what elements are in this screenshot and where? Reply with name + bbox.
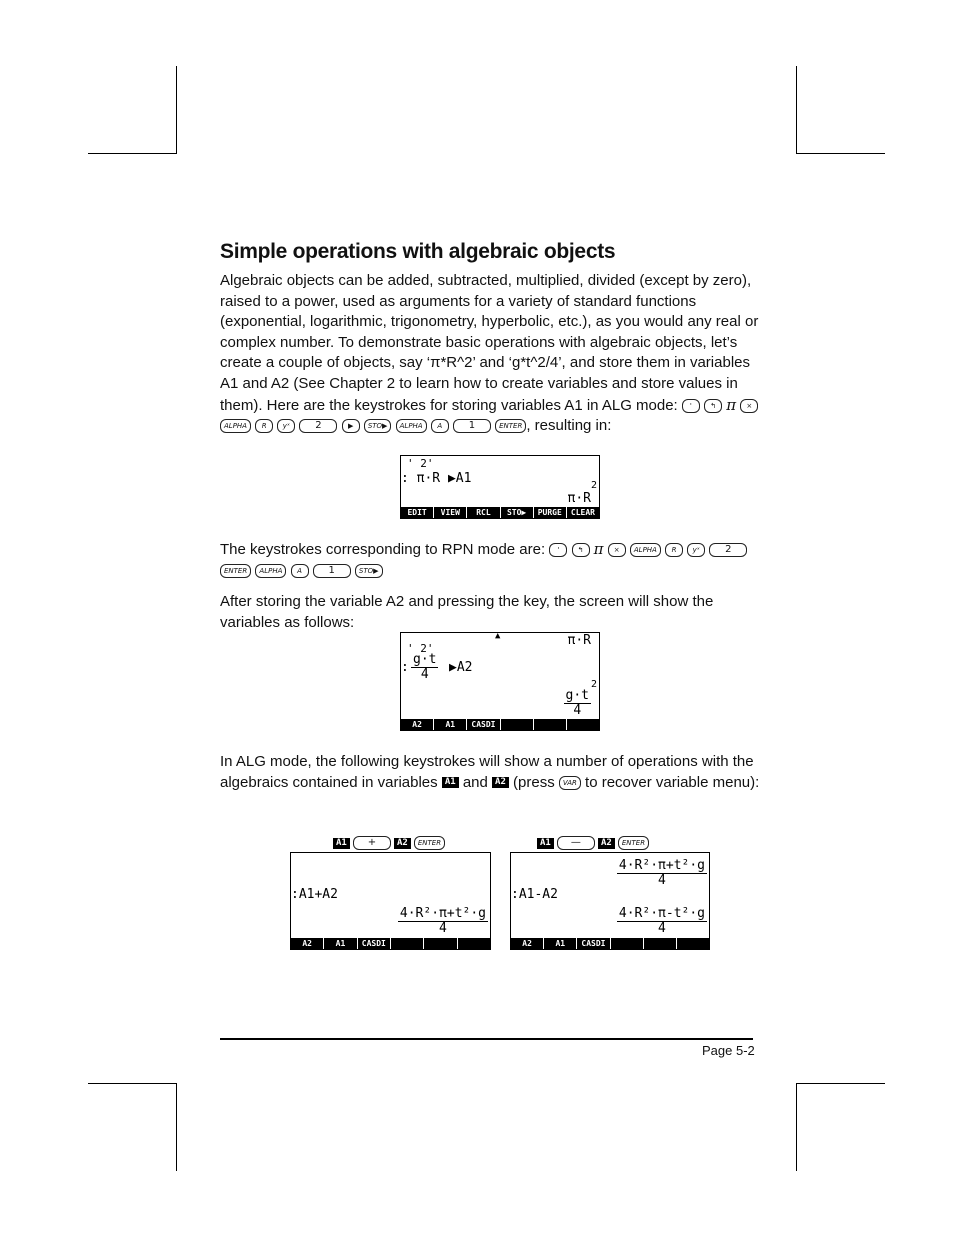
softkey-inline-a2: A2	[394, 838, 411, 849]
screen-line-quote: ' 2'	[407, 457, 434, 470]
key-left-shift: ↰	[704, 399, 722, 413]
key-A: A	[431, 419, 449, 433]
screen-input-prefix: :	[401, 660, 409, 675]
key-R: R	[665, 543, 683, 557]
key-yx: yˣ	[277, 419, 295, 433]
fraction-numerator: g·t	[565, 688, 589, 703]
key-plus: +	[353, 836, 391, 850]
rpn-paragraph	[220, 539, 760, 581]
crop-mark-top-right-vertical	[796, 66, 797, 154]
key-enter: ENTER	[414, 836, 445, 850]
key-alpha: ALPHA	[630, 543, 661, 557]
key-2: 2	[709, 543, 747, 557]
screen4-keystroke-caption	[537, 836, 649, 850]
and-text: and	[462, 773, 488, 791]
softkey-a1[interactable]: A1	[434, 719, 467, 730]
softkey-a2[interactable]: A2	[511, 938, 544, 949]
screen-history-top: π·R	[567, 633, 591, 648]
key-2: 2	[299, 419, 337, 433]
softkey-empty-5[interactable]	[534, 719, 567, 730]
alg-operations-text: In ALG mode, the following keystrokes will show a number of operations with the algebraics contained in variables	[220, 753, 754, 791]
softkey-inline-a2: A2	[492, 777, 509, 788]
intro-end-text: , resulting in:	[526, 417, 612, 435]
pi-symbol: π	[726, 395, 737, 414]
screen-store-target: ▶A2	[449, 660, 473, 675]
crop-mark-bottom-right-vertical	[796, 1083, 797, 1171]
screen-history-fraction	[617, 859, 707, 888]
softkey-inline-a1: A1	[333, 838, 350, 849]
softkey-empty-4[interactable]	[391, 938, 424, 949]
rpn-text: The keystrokes corresponding to RPN mode are:	[220, 541, 546, 558]
softkey-inline-a1: A1	[442, 777, 459, 788]
key-yx: yˣ	[687, 543, 705, 557]
press-text: (press	[513, 773, 555, 791]
section-heading: Simple operations with algebraic objects	[220, 240, 616, 263]
softkey-rcl[interactable]: RCL	[467, 507, 500, 518]
key-sto: STO▶	[355, 564, 383, 578]
softkey-menu	[291, 938, 490, 949]
after-store-paragraph: After storing the variable A2 and pressing the key, the screen will show the variables as follows:	[220, 593, 714, 631]
softkey-a2[interactable]: A2	[291, 938, 324, 949]
softkey-a1[interactable]: A1	[544, 938, 577, 949]
screen-input-line: :A1+A2	[291, 887, 338, 902]
softkey-a1[interactable]: A1	[324, 938, 357, 949]
key-var: VAR	[559, 776, 581, 790]
key-tick: '	[549, 543, 567, 557]
softkey-casdir[interactable]: CASDI	[577, 938, 610, 949]
crop-mark-bottom-left-vertical	[176, 1083, 177, 1171]
crop-mark-bottom-left-horizontal	[88, 1083, 177, 1084]
intro-paragraph	[220, 271, 760, 437]
fraction-denominator: 4	[658, 921, 666, 936]
footer-rule	[220, 1038, 753, 1040]
screen-result-fraction	[564, 689, 591, 718]
softkey-empty-4[interactable]	[611, 938, 644, 949]
softkey-view[interactable]: VIEW	[434, 507, 467, 518]
calculator-screen-variables	[400, 632, 600, 731]
key-enter: ENTER	[220, 564, 251, 578]
fraction-numerator: g·t	[413, 652, 437, 667]
key-sto: STO▶	[364, 419, 392, 433]
key-tick: '	[682, 399, 700, 413]
key-alpha: ALPHA	[396, 419, 427, 433]
key-left-shift: ↰	[572, 543, 590, 557]
calculator-screen-alg-store-a1	[400, 455, 600, 519]
alg-operations-paragraph	[220, 752, 760, 793]
softkey-empty-6[interactable]	[458, 938, 490, 949]
key-1: 1	[453, 419, 491, 433]
screen-top-right-marker: ▲	[495, 631, 501, 641]
key-enter: ENTER	[495, 419, 526, 433]
softkey-sto[interactable]: STO▶	[501, 507, 534, 518]
softkey-a2[interactable]: A2	[401, 719, 434, 730]
fraction-numerator: 4·R²·π+t²·g	[399, 906, 486, 921]
fraction-denominator: 4	[439, 921, 447, 936]
screen-input-line: :A1-A2	[511, 887, 558, 902]
softkey-empty-5[interactable]	[424, 938, 457, 949]
softkey-menu	[401, 719, 599, 730]
softkey-purge[interactable]: PURGE	[534, 507, 567, 518]
key-minus: —	[557, 836, 595, 850]
key-R: R	[255, 419, 273, 433]
screen-result-fraction	[617, 907, 707, 936]
calculator-screen-a1-plus-a2	[290, 852, 491, 950]
pi-symbol: π	[593, 540, 604, 558]
screen-result: π·R	[567, 491, 591, 506]
fraction-denominator: 4	[658, 873, 666, 888]
softkey-empty-5[interactable]	[644, 938, 677, 949]
screen-line-quote: ' 2'	[407, 642, 434, 655]
crop-mark-top-left-vertical	[176, 66, 177, 154]
fraction-denominator: 4	[420, 667, 429, 682]
screen-input-line: : π·R ▶A1	[401, 471, 472, 486]
fraction-numerator: 4·R²·π+t²·g	[618, 858, 705, 873]
softkey-inline-a1: A1	[537, 838, 554, 849]
crop-mark-top-right-horizontal	[796, 153, 885, 154]
softkey-casdir[interactable]: CASDI	[358, 938, 391, 949]
key-times: ×	[740, 399, 758, 413]
recover-text: to recover variable menu):	[585, 773, 760, 791]
fraction-numerator: 4·R²·π-t²·g	[618, 906, 705, 921]
key-enter: ENTER	[618, 836, 649, 850]
key-right-arrow: ▶	[342, 419, 360, 433]
screen-result-exponent: 2	[590, 480, 597, 491]
softkey-menu	[511, 938, 709, 949]
key-times: ×	[608, 543, 626, 557]
softkey-empty-6[interactable]	[567, 719, 599, 730]
page-number: Page 5-2	[702, 1043, 755, 1058]
intro-text: Algebraic objects can be added, subtracted, multiplied, divided (except by zero), raised to a power, used as arguments for a variety of standard functions (exponential, logarithmic, trigonometry, hyperbolic, etc.), as you would any real or complex number. To demonstrate basic operations with algebraic objects, let’s create a couple of objects, say ‘π*R^2’ and ‘g*t^2/4’, and store them in variables A1 and A2 (See Chapter 2 to learn how to create variables and store values in them). Here are the keystrokes for storing variables A1 in ALG mode:	[220, 272, 759, 414]
softkey-menu	[401, 507, 599, 518]
crop-mark-top-left-horizontal	[88, 153, 177, 154]
key-alpha: ALPHA	[220, 419, 251, 433]
screen3-keystroke-caption	[333, 836, 445, 850]
key-1: 1	[313, 564, 351, 578]
screen-result-fraction	[398, 907, 488, 936]
calculator-screen-a1-minus-a2	[510, 852, 710, 950]
softkey-empty-6[interactable]	[677, 938, 709, 949]
key-A: A	[291, 564, 309, 578]
crop-mark-bottom-right-horizontal	[796, 1083, 885, 1084]
softkey-casdir[interactable]: CASDI	[467, 719, 500, 730]
key-alpha: ALPHA	[255, 564, 286, 578]
softkey-empty-4[interactable]	[501, 719, 534, 730]
fraction-denominator: 4	[573, 703, 582, 718]
screen-input-fraction	[411, 653, 438, 682]
softkey-inline-a2: A2	[598, 838, 615, 849]
screen-result-exponent: 2	[590, 679, 597, 690]
softkey-edit[interactable]: EDIT	[401, 507, 434, 518]
softkey-clear[interactable]: CLEAR	[570, 508, 595, 517]
